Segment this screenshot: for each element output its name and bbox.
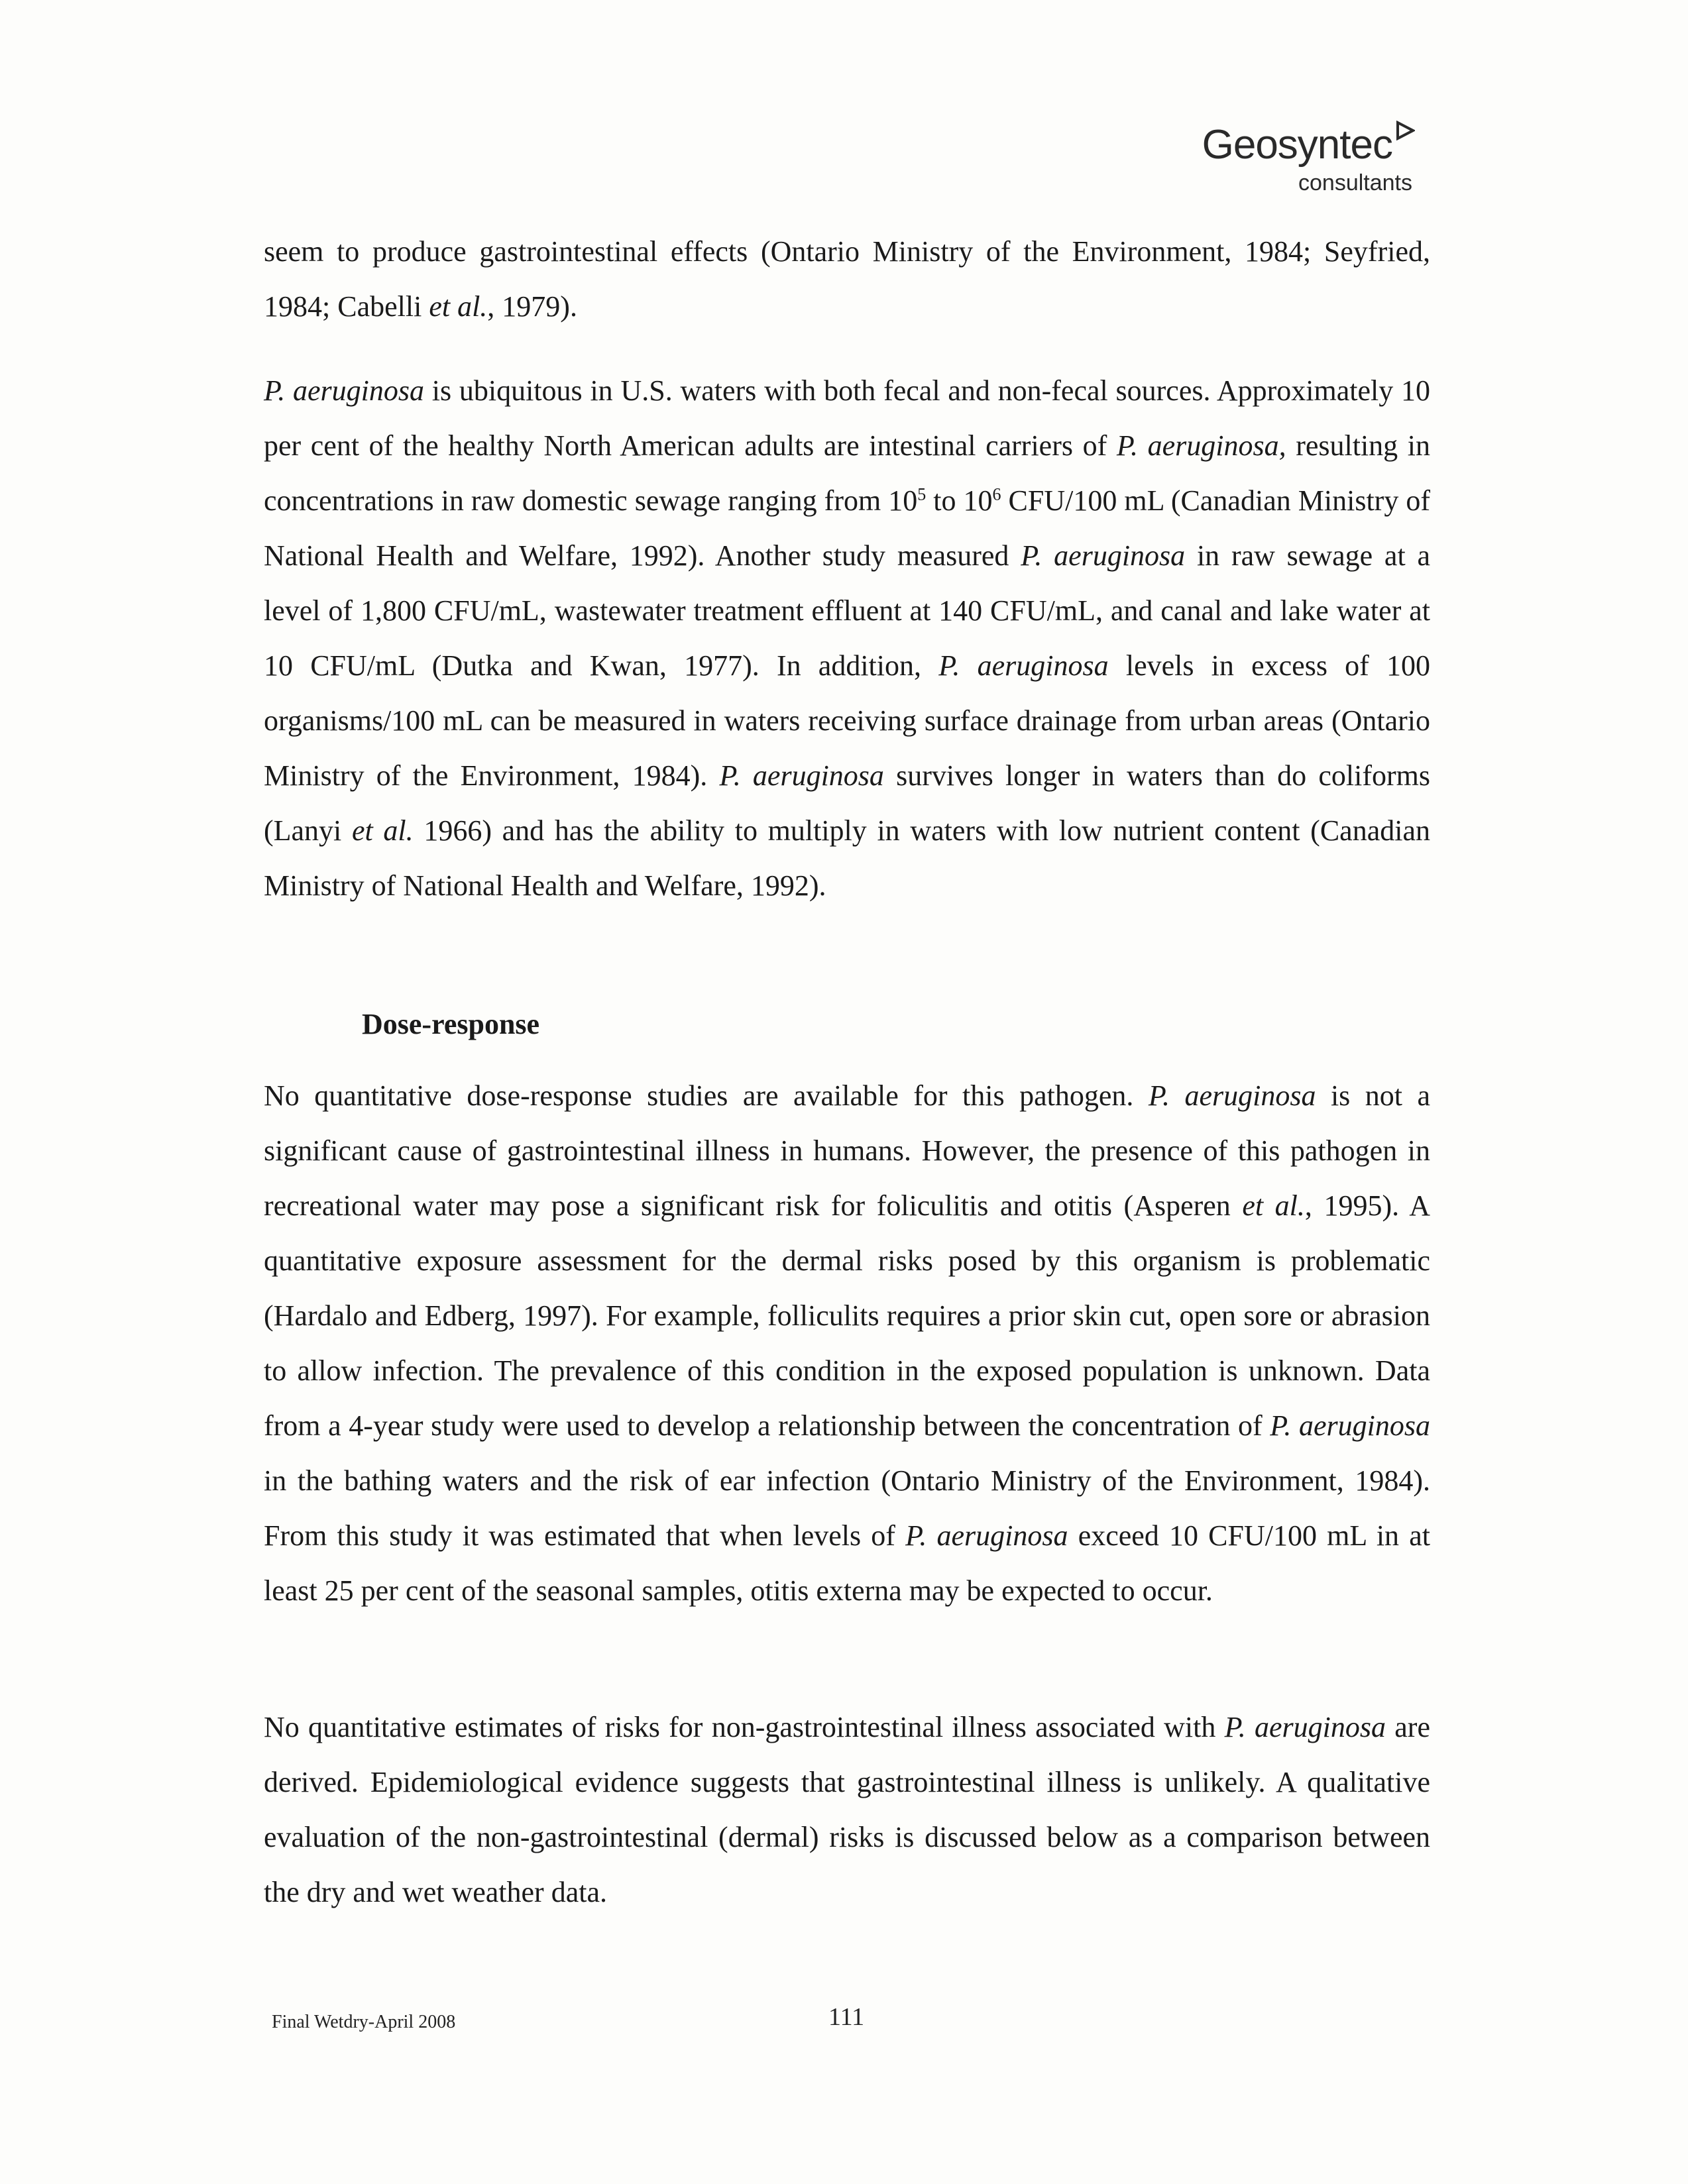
- species-name: P. aeruginosa,: [1116, 429, 1286, 462]
- superscript: 6: [992, 484, 1001, 504]
- logo-name: Geosyntec: [1202, 122, 1392, 168]
- species-name: P. aeruginosa: [905, 1519, 1068, 1552]
- paragraph-ubiquity: [264, 363, 1430, 913]
- text-run: CFU/100 mL (Canadian Ministry of National Health and Welfare, 1992). Another study measured: [264, 484, 1431, 572]
- text-run: is ubiquitous in U.S. waters with both fecal and non-fecal sources. Approximately 10 per cent of the healthy North American adults are intestinal carriers of: [264, 374, 1430, 462]
- species-name: P. aeruginosa: [1224, 1711, 1386, 1743]
- logo-triangle-icon: [1395, 121, 1415, 140]
- page-number: 111: [828, 2003, 865, 2031]
- text-run: No quantitative dose-response studies are available for this pathogen.: [264, 1079, 1149, 1112]
- logo-subtitle: consultants: [1298, 170, 1412, 195]
- species-name: P. aeruginosa: [1270, 1409, 1430, 1442]
- text-run: 1966) and has the ability to multiply in waters with low nutrient content (Canadian Ministry of National Health and Welfare, 1992).: [264, 814, 1430, 902]
- section-heading: Dose-response: [362, 1008, 540, 1040]
- paragraph-risk-estimates: [264, 1700, 1430, 1920]
- footer-document-label: Final Wetdry-April 2008: [272, 2012, 456, 2032]
- text-run-italic: et al.: [1242, 1189, 1305, 1222]
- species-name: P. aeruginosa: [264, 374, 424, 407]
- text-run: levels in excess of 100 organisms/100 mL can be measured in waters receiving surface drainage from urban areas (Ontario Ministry of the Environment, 1984).: [264, 649, 1430, 792]
- species-name: P. aeruginosa: [719, 759, 884, 792]
- superscript: 5: [917, 484, 927, 504]
- text-run-italic: et al.: [429, 290, 488, 323]
- text-run: No quantitative estimates of risks for non-gastrointestinal illness associated with: [264, 1711, 1225, 1743]
- text-run: , 1995). A quantitative exposure assessment for the dermal risks posed by this organism is problematic (Hardalo and Edberg, 1997). For example, folliculits requires a prior skin cut, open sore or abrasion to allow infection. The prevalence of this condition in the exposed population is unknown. Data from a 4-year study were used to develop a relationship between the concentration of: [264, 1189, 1431, 1442]
- text-run: is not a significant cause of gastrointestinal illness in humans. However, the presence of this pathogen in recreational water may pose a significant risk for foliculitis and otitis (Asperen: [264, 1079, 1430, 1222]
- text-run: to 10: [926, 484, 993, 517]
- text-run: in the bathing waters and the risk of ear infection (Ontario Ministry of the Environment, 1984). From this study it was estimated that when levels of: [264, 1464, 1430, 1552]
- text-run: exceed 10 CFU/100 mL in at least 25 per cent of the seasonal samples, otitis externa may be expected to occur.: [264, 1519, 1430, 1607]
- text-run: seem to produce gastrointestinal effects (Ontario Ministry of the Environment, 1984; Seyfried, 1984; Cabelli: [264, 235, 1430, 323]
- text-run: survives longer in waters than do coliforms (Lanyi: [264, 759, 1430, 847]
- text-run-italic: et al.: [351, 814, 414, 847]
- text-run: in raw sewage at a level of 1,800 CFU/mL, wastewater treatment effluent at 140 CFU/mL, and canal and lake water at 10 CFU/mL (Dutka and Kwan, 1977). In addition,: [264, 539, 1430, 682]
- species-name: P. aeruginosa: [1021, 539, 1186, 572]
- species-name: P. aeruginosa: [1148, 1079, 1316, 1112]
- text-run: , 1979).: [487, 290, 577, 323]
- paragraph-continuation: [264, 224, 1430, 334]
- paragraph-dose-response: [264, 1068, 1430, 1618]
- text-run: resulting in concentrations in raw domestic sewage ranging from 10: [264, 429, 1430, 517]
- species-name: P. aeruginosa: [938, 649, 1109, 682]
- text-run: are derived. Epidemiological evidence suggests that gastrointestinal illness is unlikely. A qualitative evaluation of the non-gastrointestinal (dermal) risks is discussed below as a comparison between the dry and wet weather data.: [264, 1711, 1430, 1908]
- company-logo: [1202, 122, 1415, 197]
